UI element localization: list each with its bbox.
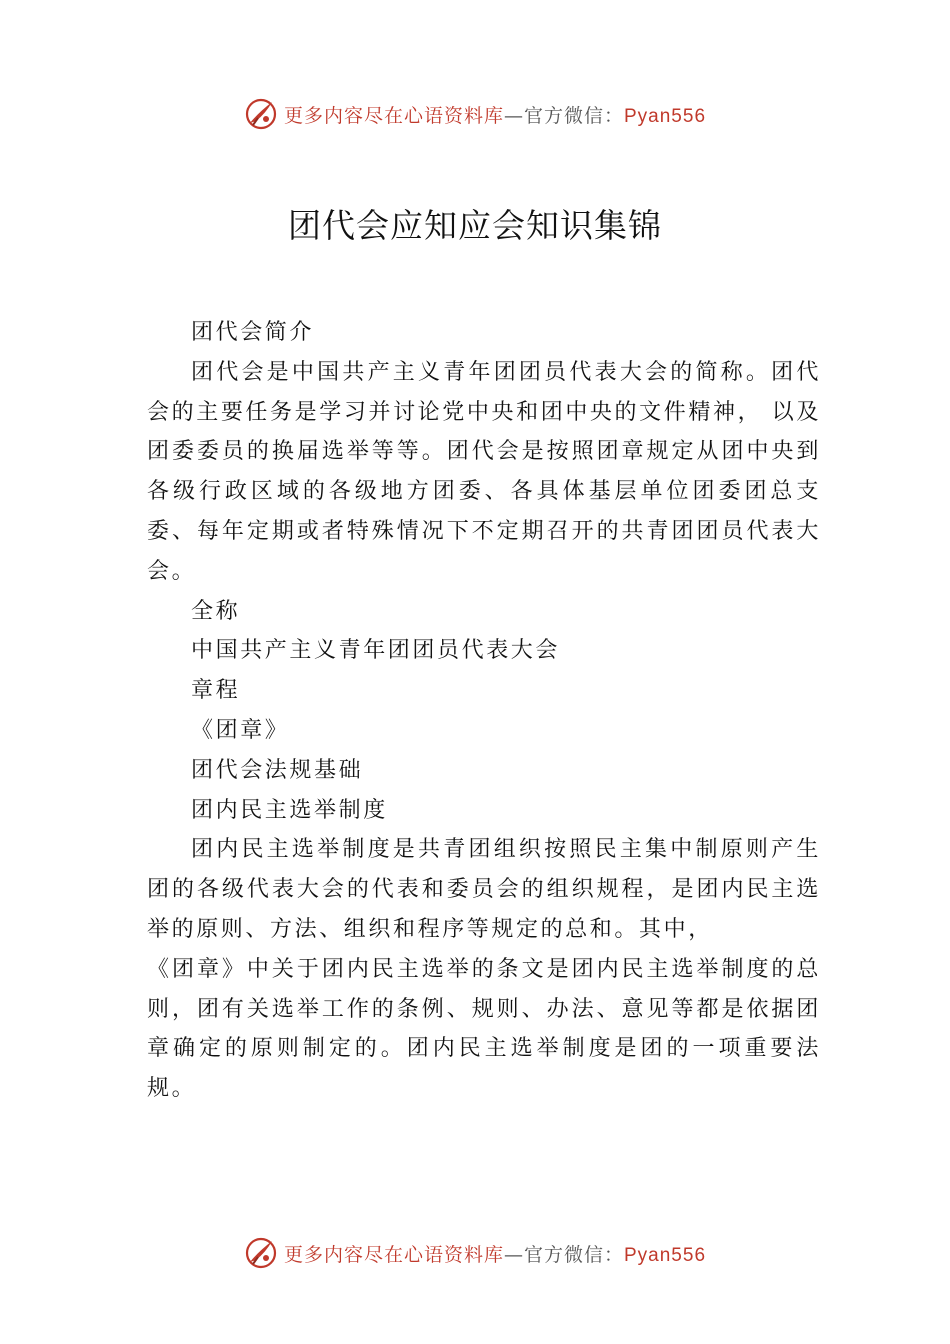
header-banner [0,94,950,134]
header-banner-label: 官方微信： [523,104,624,127]
paragraph-charter: 《团章》 [191,717,290,743]
footer-wechat-id: Pyan556 [624,1244,707,1266]
header-wechat-id: Pyan556 [624,105,707,127]
footer-banner-label: 官方微信： [523,1243,624,1266]
footer-banner-text [284,1240,706,1267]
paragraph-intro: 团代会是中国共产主义青年团团员代表大会的简称。团代会的主要任务是学习并讨论党中央和团中央的文件精神， 以及团委委员的换届选举等等。团代会是按照团章规定从团中央到各级行政区域的各级地方团委、各具体基层单位团委团总支委、每年定期或者特殊情况下不定期召开的共青团团员代表大会。 [147,359,821,584]
footer-banner-main: 更多内容尽在心语资料库 [283,1243,504,1266]
paragraph-fullname: 中国共产主义青年团团员代表大会 [191,638,561,664]
quill-logo-icon [244,97,278,131]
quill-logo-icon [244,1236,278,1270]
section-heading-fullname: 全称 [191,598,241,624]
section-heading-intro: 团代会简介 [191,320,315,345]
subsection-heading-election: 团内民主选举制度 [191,797,388,823]
header-banner-main: 更多内容尽在心语资料库 [283,104,504,127]
paragraph-election-1: 团内民主选举制度是共青团组织按照民主集中制原则产生团的各级代表大会的代表和委员会的组织规程，是团内民主选举的原则、方法、组织和程序等规定的总和。其中， [147,837,821,942]
header-banner-text [284,101,706,128]
footer-banner [0,1233,950,1273]
section-heading-legal-basis: 团代会法规基础 [191,757,364,783]
paragraph-election-2: 《团章》中关于团内民主选举的条文是团内民主选举制度的总则，团有关选举工作的条例、规则、办法、意见等都是依据团章确定的原则制定的。团内民主选举制度是团的一项重要法规。 [147,956,821,1102]
footer-banner-sep: — [503,1243,524,1266]
section-heading-charter: 章程 [191,678,241,704]
header-banner-sep: — [503,104,524,127]
document-title: 团代会应知应会知识集锦 [288,206,662,245]
document-body [147,313,821,1109]
